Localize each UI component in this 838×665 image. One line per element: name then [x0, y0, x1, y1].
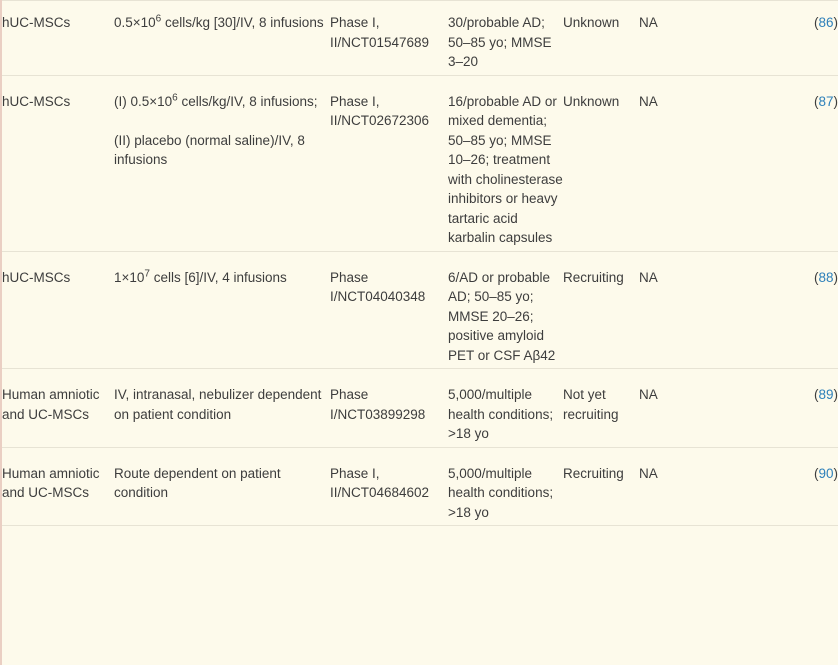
reference-cell	[697, 369, 838, 448]
ref-paren-close: )	[833, 269, 838, 285]
citation-link[interactable]: 88	[818, 269, 834, 285]
cell-type-cell: Human amniotic and UC-MSCs	[2, 369, 114, 448]
dose-paragraph: Route dependent on patient condition	[114, 465, 281, 500]
outcomes-cell: NA	[639, 75, 697, 251]
cell-type-cell: hUC-MSCs	[2, 251, 114, 369]
status-cell: Unknown	[563, 75, 639, 251]
superscript: 6	[155, 13, 162, 25]
phase-nct-cell: Phase I, II/NCT01547689	[330, 1, 448, 76]
table-row	[2, 447, 838, 526]
dose-paragraph: $1\times 10^7$ cells [6]/IV, 4 infusions	[114, 268, 287, 285]
table-row	[2, 1, 838, 76]
ref-paren-close: )	[833, 465, 838, 481]
dose-route-cell	[114, 75, 330, 251]
phase-nct-cell: Phase I/NCT04040348	[330, 251, 448, 369]
dose-paragraph: $0.5\times 10^6$ cells/kg [30]/IV, 8 infusions	[114, 13, 324, 30]
reference-cell	[697, 1, 838, 76]
table-row	[2, 251, 838, 369]
ref-paren-close: )	[833, 387, 838, 402]
status-cell: Recruiting	[563, 447, 639, 526]
dose-paragraph: IV, intranasal, nebulizer dependent on patient condition	[114, 387, 322, 422]
participants-cell: 30/probable AD; 50–85 yo; MMSE 3–20	[448, 1, 563, 76]
phase-nct-cell: Phase I/NCT03899298	[330, 369, 448, 448]
superscript: 6	[172, 92, 178, 103]
reference-cell	[697, 251, 838, 369]
status-cell: Not yet recruiting	[563, 369, 639, 448]
status-cell: Recruiting	[563, 251, 639, 369]
dose-route-cell	[114, 447, 330, 526]
cell-type-cell: hUC-MSCs	[2, 75, 114, 251]
cell-type-cell: Human amniotic and UC-MSCs	[2, 447, 114, 526]
ref-paren-open: (	[813, 269, 819, 285]
outcomes-cell: NA	[639, 251, 697, 369]
clinical-trials-table	[2, 0, 838, 526]
reference-cell	[697, 447, 838, 526]
outcomes-cell: NA	[639, 447, 697, 526]
table-row	[2, 75, 838, 251]
ref-paren-close: )	[833, 93, 838, 109]
ref-paren-open: (	[813, 93, 819, 109]
dose-route-cell	[114, 251, 330, 369]
participants-cell: 6/AD or probable AD; 50–85 yo; MMSE 20–26; positive amyloid PET or CSF Aβ42	[448, 251, 563, 369]
trials-table-body	[2, 1, 838, 526]
status-cell: Unknown	[563, 1, 639, 76]
dose-paragraph: (I) $0.5\times 10^6$ cells/kg/IV, 8 infusions;	[114, 92, 318, 109]
citation-link[interactable]: 89	[818, 387, 834, 402]
citation-link[interactable]: 87	[818, 93, 834, 109]
dose-route-cell	[114, 1, 330, 76]
participants-cell: 5,000/multiple health conditions; >18 yo	[448, 447, 563, 526]
ref-paren-open: (	[813, 387, 819, 402]
dose-route-cell	[114, 369, 330, 448]
cell-type-cell: hUC-MSCs	[2, 1, 114, 76]
participants-cell: 5,000/multiple health conditions; >18 yo	[448, 369, 563, 448]
ref-paren-open: (	[813, 15, 819, 30]
table-row	[2, 369, 838, 448]
citation-link[interactable]: 90	[818, 465, 834, 481]
ref-paren-close: )	[833, 15, 838, 30]
participants-cell: 16/probable AD or mixed dementia; 50–85 yo; MMSE 10–26; treatment with cholinesterase inhibitors or heavy tartaric acid karbalin capsules	[448, 75, 563, 251]
outcomes-cell: NA	[639, 369, 697, 448]
ref-paren-open: (	[813, 465, 819, 481]
reference-cell	[697, 75, 838, 251]
phase-nct-cell: Phase I, II/NCT02672306	[330, 75, 448, 251]
citation-link[interactable]: 86	[818, 15, 834, 30]
superscript: 7	[144, 268, 150, 279]
dose-paragraph: (II) placebo (normal saline)/IV, 8 infusions	[114, 132, 305, 167]
outcomes-cell: NA	[639, 1, 697, 76]
phase-nct-cell: Phase I, II/NCT04684602	[330, 447, 448, 526]
